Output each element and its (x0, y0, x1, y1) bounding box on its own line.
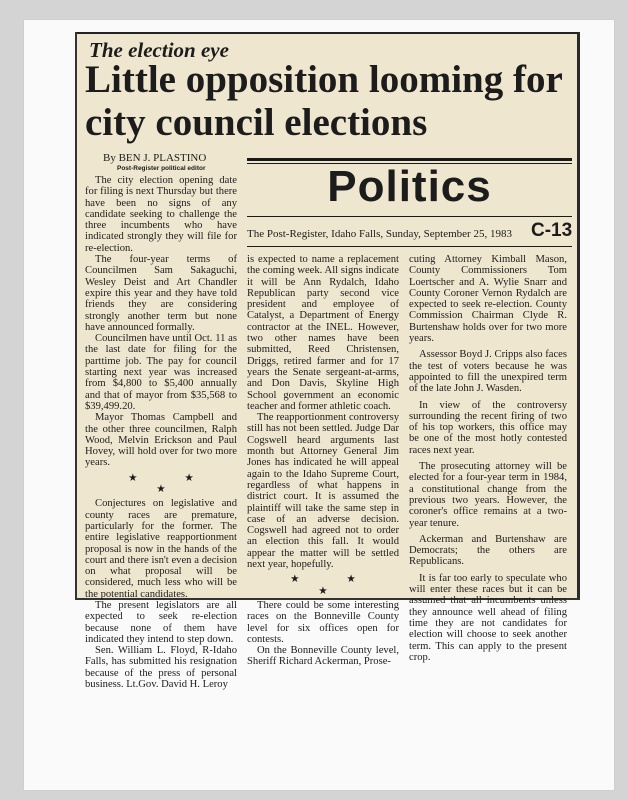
paragraph: It is far too early to speculate who will enter these races but it can be assumed that all incumbents unless they announce well ahead of filing time they are not candidates for election will choose to seek another term. This can apply to the present crop. (409, 572, 567, 663)
article-column-2 (247, 254, 399, 668)
clipping-edge-right (577, 32, 580, 600)
article-column-1 (85, 175, 237, 690)
paragraph: The present legislators are all expected to seek re-election because none of them have indicated they intend to step down. (85, 599, 237, 645)
headline: Little opposition looming for city council elections (85, 58, 563, 144)
clipping-edge-left (75, 32, 77, 600)
dateline-rule (247, 246, 572, 247)
clipping-edge-top (75, 32, 580, 34)
page-number: C-13 (531, 220, 573, 241)
star-separator: ★ ★ ★ (128, 472, 216, 496)
section-title: Politics (327, 162, 492, 211)
paragraph: is expected to name a replacement the coming week. All signs indicate it will be Ann Rydalch, Idaho Republican party second vice president and employee of Catalyst, a Department of Energy contractor at the INEL. However, two other names have been submitted, Reed Christensen, Driggs, retired farmer and for 17 years the Senate sergeant-at-arms, and Don Davis, Skyline High School government an economic teacher and former athletic coach. (247, 254, 399, 412)
star-separator: ★ ★ ★ (290, 574, 378, 597)
paragraph: Conjectures on legislative and county races are premature, particularly for the former. The entire legislative reapportionment proposal is now in the hands of the court and there isn't even a decision on what proposal will be considered, much less who will be the potential candidates. (85, 498, 237, 600)
newspaper-clipping (75, 32, 580, 691)
paragraph: In view of the controversy surrounding the recent firing of two of his top workers, this office may be one of the most hotly contested races next year. (409, 399, 567, 456)
paragraph: On the Bonneville County level, Sheriff Richard Ackerman, Prose- (247, 645, 399, 668)
paragraph: Assessor Boyd J. Cripps also faces the test of voters because he was appointed to fill the unexpired term of the late John J. Wasden. (409, 349, 567, 395)
section-rule-bottom (247, 216, 572, 217)
paragraph: Mayor Thomas Campbell and the other three councilmen, Ralph Wood, Melvin Erickson and Paul Hovey, will hold over for two more years. (85, 412, 237, 469)
byline: By BEN J. PLASTINO (103, 152, 207, 164)
paragraph: There could be some interesting races on the Bonneville County level for six offices open for contests. (247, 599, 399, 645)
paragraph: The reapportionment controversy still has not been settled. Judge Dar Cogswell heard arguments last month but Attorney General Jim Jones has indicated he will appeal again to the Idaho Supreme Court, regardless of what happens in district court. It is assumed the plaintiff will take the same step in case of an adverse decision. Cogswell had agreed not to order an election this fall. It would appear the matter will be settled next year, hopefully. (247, 412, 399, 571)
kicker: The election eye (89, 38, 229, 62)
paragraph: The city election opening date for filing is next Thursday but there have been no signs of any candidate seeking to challenge the three incumbents who have indicated strongly they will file for re-election. (85, 175, 237, 254)
paragraph: The four-year terms of Councilmen Sam Sakaguchi, Wesley Deist and Art Chandler expire this year and they have told friends they are considering strongly another term but none have announced formally. (85, 254, 237, 333)
paragraph: The prosecuting attorney will be elected for a four-year term in 1984, a constitutional change from the previous two years. However, the coroner's office remains at a two-year tenure. (409, 461, 567, 529)
byline-title: Post-Register political editor (117, 165, 206, 172)
article-column-3 (409, 254, 567, 668)
paragraph: Councilmen have until Oct. 11 as the last date for filing for the parttime job. The pay for council starting next year was increased from $4,800 to $5,400 annually and that of mayor from $35,568 to $39,499.20. (85, 333, 237, 412)
paragraph: Ackerman and Burtenshaw are Democrats; the others are Republicans. (409, 533, 567, 568)
paragraph: Sen. William L. Floyd, R-Idaho Falls, has submitted his resignation because of the press of personal business. Lt.Gov. David H. Leroy (85, 645, 237, 691)
paragraph: cuting Attorney Kimball Mason, County Commissioners Tom Loertscher and A. Wylie Snarr and County Coroner Vernon Rydalch are expected to seek re-election. County Commission Chairman Clyde R. Burtenshaw holds over for two more years. (409, 254, 567, 345)
dateline: The Post-Register, Idaho Falls, Sunday, September 25, 1983 (247, 228, 512, 240)
